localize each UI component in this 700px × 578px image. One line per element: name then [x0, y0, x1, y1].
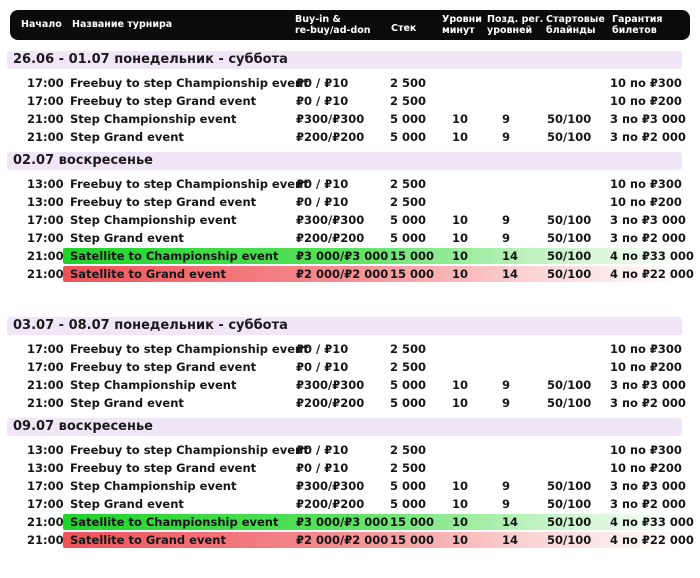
stack-value: 2 500: [390, 177, 427, 191]
tournament-name: Freebuy to step Championship event: [70, 76, 309, 90]
header-guarantee: Гарантия билетов: [612, 14, 663, 36]
buyin-value: ₽300/₽300: [296, 479, 365, 493]
table-row: [0, 358, 690, 376]
blinds-value: 50/100: [547, 249, 592, 263]
buyin-value: ₽200/₽200: [296, 396, 365, 410]
table-row: [0, 229, 690, 247]
late-reg-value: 9: [502, 396, 511, 410]
tournament-name: Step Championship event: [70, 213, 237, 227]
blinds-value: 50/100: [547, 112, 592, 126]
table-header: [10, 10, 690, 40]
guarantee-value: 10 по ₽300: [610, 177, 682, 191]
guarantee-value: 10 по ₽200: [610, 360, 682, 374]
buyin-value: ₽3 000/₽3 000: [296, 515, 389, 529]
start-time: 17:00: [27, 76, 64, 90]
guarantee-value: 10 по ₽200: [610, 94, 682, 108]
section-header: [7, 317, 682, 335]
buyin-value: ₽2 000/₽2 000: [296, 533, 389, 547]
header-levels: Уровни минут: [442, 14, 482, 36]
guarantee-value: 10 по ₽200: [610, 195, 682, 209]
start-time: 17:00: [27, 342, 64, 356]
buyin-value: ₽3 000/₽3 000: [296, 249, 389, 263]
start-time: 21:00: [27, 533, 64, 547]
table-row: [0, 376, 690, 394]
late-reg-value: 9: [502, 112, 511, 126]
section-header: [7, 152, 682, 170]
buyin-value: ₽0 / ₽10: [296, 342, 349, 356]
table-row: [0, 128, 690, 146]
section-title: 26.06 - 01.07 понедельник - суббота: [13, 52, 288, 67]
guarantee-value: 3 по ₽2 000: [610, 130, 686, 144]
levels-value: 10: [452, 515, 469, 529]
header-start: Начало: [21, 19, 62, 30]
tournament-name: Step Championship event: [70, 378, 237, 392]
section-header: [7, 51, 682, 69]
guarantee-value: 4 по ₽22 000: [610, 267, 694, 281]
start-time: 21:00: [27, 249, 64, 263]
stack-value: 15 000: [390, 249, 435, 263]
start-time: 13:00: [27, 195, 64, 209]
buyin-value: ₽200/₽200: [296, 231, 365, 245]
levels-value: 10: [452, 249, 469, 263]
blinds-value: 50/100: [547, 533, 592, 547]
tournament-name: Satellite to Championship event: [70, 515, 279, 529]
late-reg-value: 14: [502, 515, 519, 529]
guarantee-value: 4 по ₽22 000: [610, 533, 694, 547]
header-late-registration: Позд. рег. уровней: [487, 14, 544, 36]
table-row: [0, 513, 694, 531]
section-title: 09.07 воскресенье: [13, 419, 153, 434]
start-time: 21:00: [27, 396, 64, 410]
blinds-value: 50/100: [547, 396, 592, 410]
late-reg-value: 14: [502, 533, 519, 547]
blinds-value: 50/100: [547, 267, 592, 281]
start-time: 17:00: [27, 94, 64, 108]
buyin-value: ₽0 / ₽10: [296, 461, 349, 475]
tournament-name: Freebuy to step Grand event: [70, 94, 257, 108]
start-time: 13:00: [27, 177, 64, 191]
table-row: [0, 211, 690, 229]
blinds-value: 50/100: [547, 378, 592, 392]
levels-value: 10: [452, 267, 469, 281]
table-row: [0, 110, 690, 128]
guarantee-value: 3 по ₽2 000: [610, 231, 686, 245]
header-buyin: Buy-in & re-buy/ad-don: [295, 14, 371, 36]
start-time: 13:00: [27, 443, 64, 457]
blinds-value: 50/100: [547, 130, 592, 144]
levels-value: 10: [452, 231, 469, 245]
guarantee-value: 10 по ₽200: [610, 461, 682, 475]
table-row: [0, 495, 690, 513]
header-starting-blinds: Стартовые блайнды: [546, 14, 605, 36]
stack-value: 5 000: [390, 378, 427, 392]
guarantee-value: 3 по ₽2 000: [610, 497, 686, 511]
table-row: [0, 441, 690, 459]
header-stack: Стек: [391, 23, 417, 34]
late-reg-value: 9: [502, 378, 511, 392]
levels-value: 10: [452, 112, 469, 126]
buyin-value: ₽300/₽300: [296, 378, 365, 392]
blinds-value: 50/100: [547, 497, 592, 511]
table-row: [0, 247, 694, 265]
stack-value: 5 000: [390, 479, 427, 493]
table-row: [0, 394, 690, 412]
tournament-name: Satellite to Grand event: [70, 533, 226, 547]
levels-value: 10: [452, 378, 469, 392]
tournament-name: Step Grand event: [70, 130, 184, 144]
start-time: 13:00: [27, 461, 64, 475]
tournament-name: Step Grand event: [70, 231, 184, 245]
guarantee-value: 3 по ₽2 000: [610, 396, 686, 410]
tournament-name: Freebuy to step Grand event: [70, 461, 257, 475]
late-reg-value: 9: [502, 497, 511, 511]
start-time: 21:00: [27, 130, 64, 144]
tournament-name: Freebuy to step Grand event: [70, 360, 257, 374]
start-time: 17:00: [27, 231, 64, 245]
buyin-value: ₽0 / ₽10: [296, 76, 349, 90]
stack-value: 2 500: [390, 195, 427, 209]
stack-value: 2 500: [390, 443, 427, 457]
buyin-value: ₽0 / ₽10: [296, 360, 349, 374]
blinds-value: 50/100: [547, 231, 592, 245]
late-reg-value: 14: [502, 249, 519, 263]
start-time: 17:00: [27, 497, 64, 511]
guarantee-value: 10 по ₽300: [610, 342, 682, 356]
blinds-value: 50/100: [547, 515, 592, 529]
table-row: [0, 193, 690, 211]
buyin-value: ₽200/₽200: [296, 497, 365, 511]
late-reg-value: 9: [502, 231, 511, 245]
stack-value: 2 500: [390, 360, 427, 374]
tournament-name: Freebuy to step Championship event: [70, 443, 309, 457]
tournament-name: Step Championship event: [70, 112, 237, 126]
stack-value: 5 000: [390, 231, 427, 245]
table-row: [0, 459, 690, 477]
table-row: [0, 175, 690, 193]
tournament-name: Step Grand event: [70, 396, 184, 410]
stack-value: 5 000: [390, 497, 427, 511]
levels-value: 10: [452, 497, 469, 511]
buyin-value: ₽0 / ₽10: [296, 94, 349, 108]
levels-value: 10: [452, 533, 469, 547]
guarantee-value: 3 по ₽3 000: [610, 213, 686, 227]
table-row: [0, 92, 690, 110]
start-time: 17:00: [27, 360, 64, 374]
start-time: 21:00: [27, 378, 64, 392]
stack-value: 5 000: [390, 396, 427, 410]
blinds-value: 50/100: [547, 213, 592, 227]
levels-value: 10: [452, 479, 469, 493]
stack-value: 15 000: [390, 533, 435, 547]
guarantee-value: 4 по ₽33 000: [610, 249, 694, 263]
tournament-name: Step Championship event: [70, 479, 237, 493]
levels-value: 10: [452, 213, 469, 227]
tournament-name: Freebuy to step Grand event: [70, 195, 257, 209]
guarantee-value: 3 по ₽3 000: [610, 112, 686, 126]
table-row: [0, 531, 694, 549]
stack-value: 2 500: [390, 342, 427, 356]
buyin-value: ₽0 / ₽10: [296, 443, 349, 457]
guarantee-value: 10 по ₽300: [610, 76, 682, 90]
tournament-name: Freebuy to step Championship event: [70, 177, 309, 191]
blinds-value: 50/100: [547, 479, 592, 493]
table-row: [0, 477, 690, 495]
levels-value: 10: [452, 130, 469, 144]
stack-value: 15 000: [390, 515, 435, 529]
stack-value: 2 500: [390, 76, 427, 90]
late-reg-value: 9: [502, 213, 511, 227]
section-header: [7, 418, 682, 436]
table-row: [0, 74, 690, 92]
section-title: 03.07 - 08.07 понедельник - суббота: [13, 318, 288, 333]
stack-value: 15 000: [390, 267, 435, 281]
late-reg-value: 9: [502, 479, 511, 493]
tournament-name: Freebuy to step Championship event: [70, 342, 309, 356]
guarantee-value: 3 по ₽3 000: [610, 378, 686, 392]
start-time: 21:00: [27, 267, 64, 281]
stack-value: 5 000: [390, 112, 427, 126]
buyin-value: ₽0 / ₽10: [296, 177, 349, 191]
tournament-name: Step Grand event: [70, 497, 184, 511]
table-row: [0, 265, 694, 283]
start-time: 21:00: [27, 112, 64, 126]
start-time: 17:00: [27, 479, 64, 493]
tournament-name: Satellite to Championship event: [70, 249, 279, 263]
buyin-value: ₽0 / ₽10: [296, 195, 349, 209]
start-time: 17:00: [27, 213, 64, 227]
levels-value: 10: [452, 396, 469, 410]
stack-value: 5 000: [390, 213, 427, 227]
guarantee-value: 3 по ₽3 000: [610, 479, 686, 493]
buyin-value: ₽300/₽300: [296, 112, 365, 126]
tournament-name: Satellite to Grand event: [70, 267, 226, 281]
section-title: 02.07 воскресенье: [13, 153, 153, 168]
late-reg-value: 9: [502, 130, 511, 144]
guarantee-value: 4 по ₽33 000: [610, 515, 694, 529]
buyin-value: ₽2 000/₽2 000: [296, 267, 389, 281]
late-reg-value: 14: [502, 267, 519, 281]
buyin-value: ₽200/₽200: [296, 130, 365, 144]
start-time: 21:00: [27, 515, 64, 529]
stack-value: 5 000: [390, 130, 427, 144]
header-tournament-name: Название турнира: [72, 19, 173, 30]
buyin-value: ₽300/₽300: [296, 213, 365, 227]
guarantee-value: 10 по ₽300: [610, 443, 682, 457]
table-row: [0, 340, 690, 358]
stack-value: 2 500: [390, 94, 427, 108]
stack-value: 2 500: [390, 461, 427, 475]
